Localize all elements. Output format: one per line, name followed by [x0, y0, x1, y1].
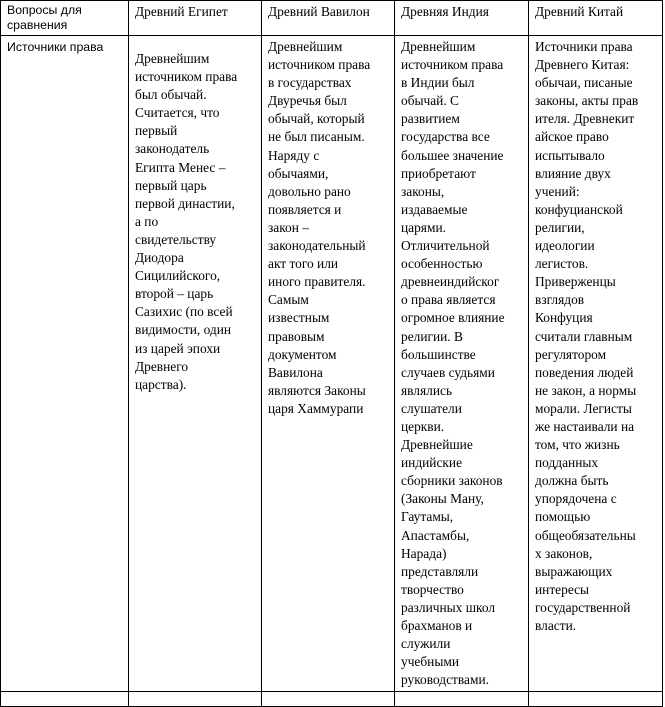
header-label: Вопросы для сравнения: [7, 3, 82, 32]
cell-text: Древнейшим источником права в государствах Двуречья был обычай, который не был писаным. Наряду с обычаями, довольно рано появляется и закон – законодательный акт того или иного правителя. Самым известным правовым документом Вавилона являются Законы царя Хаммурапи: [268, 39, 371, 416]
cell-text: Древнейшим источником права в Индии был обычай. С развитием государства все большее значение приобретают законы, издаваемые царями. Отличительной особенностью древнеиндийског о права является огромное влияние религии. В большинстве случаев судьями являлись слушатели церкви. Древнейшие индийские сборники законов (Законы Ману, Гаутамы, Апастамбы, Нарада) представляли творчество различных школ брахманов и служили учебными руководствами.: [401, 39, 505, 688]
partial-cell: [395, 692, 529, 707]
cell-india: [395, 36, 529, 692]
header-label: Древний Китай: [535, 4, 624, 19]
header-label: Древний Вавилон: [268, 4, 370, 19]
header-cell-babylon: [262, 1, 395, 36]
partial-cell: [262, 692, 395, 707]
header-label: Древний Египет: [135, 4, 228, 19]
header-cell-comparison: [1, 1, 129, 36]
header-cell-india: [395, 1, 529, 36]
partial-cell: [1, 692, 129, 707]
header-cell-egypt: [129, 1, 262, 36]
cell-china: [529, 36, 663, 692]
cell-text: Источники права Древнего Китая: обычаи, писаные законы, акты прав ителя. Древнекит айское право испытывало влияние двух учений: конфуцианской религии, идеологии легистов. Приверженцы взглядов Конфуция считали главным регулятором поведения людей не закон, а нормы морали. Легисты же настаивали на том, что жизнь подданных должна быть упорядочена с помощью общеобязательны х законов, выражающих интересы государственной власти.: [535, 39, 639, 633]
partial-cell: [529, 692, 663, 707]
cell-babylon: [262, 36, 395, 692]
table-header-row: [1, 1, 663, 36]
header-cell-china: [529, 1, 663, 36]
table-row-partial: [1, 692, 663, 707]
cell-egypt: [129, 36, 262, 692]
partial-cell: [129, 692, 262, 707]
row-label: Источники права: [7, 40, 104, 54]
header-label: Древняя Индия: [401, 4, 489, 19]
row-label-cell: [1, 36, 129, 692]
table-row: [1, 36, 663, 692]
cell-text: Древнейшим источником права был обычай. Считается, что первый законодатель Египта Менес – первый царь первой династии, а по свидетельству Диодора Сицилийского, второй – царь Сазихис (по всей видимости, один из царей эпохи Древнего царства).: [135, 51, 238, 392]
